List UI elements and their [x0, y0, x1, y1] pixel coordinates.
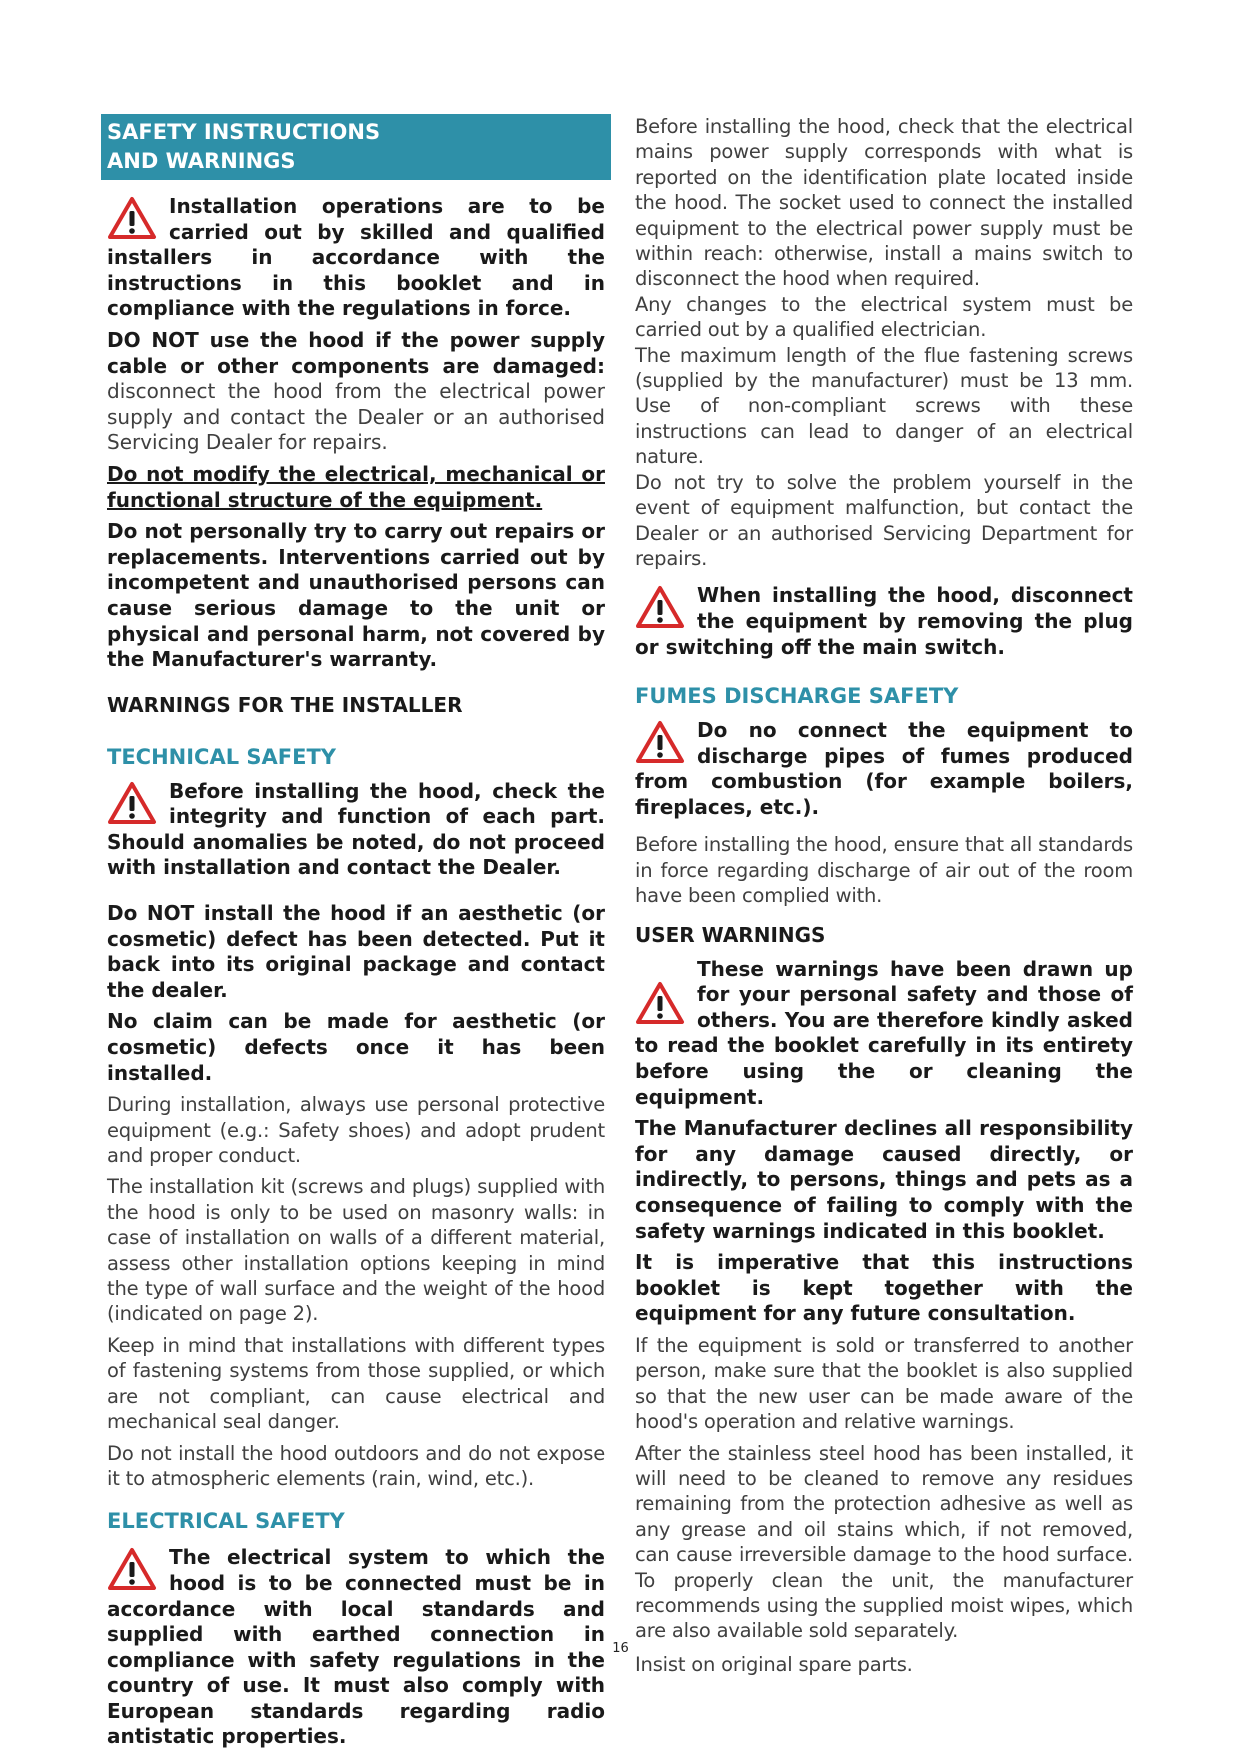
warning-triangle-icon	[107, 196, 157, 240]
no-claim-paragraph: No claim can be made for aesthetic (or cosmetic) defects once it has been installed.	[107, 1009, 605, 1085]
warning-triangle-icon	[107, 781, 157, 825]
user-warnings-heading: USER WARNINGS	[635, 922, 826, 947]
warning-user	[635, 957, 1133, 1111]
warning-installation-text: Installation operations are to be carried out by skilled and qualified installers in accordance with the instructions in this booklet and in compliance with the regulations in force.	[107, 194, 605, 321]
power-cable-bold: DO NOT use the hood if the power supply cable or other components are damaged:	[107, 327, 605, 378]
warning-triangle-icon	[107, 1547, 157, 1591]
changes-paragraph: Any changes to the electrical system must be carried out by a qualified electrician.	[635, 292, 1133, 342]
fastening-paragraph: Keep in mind that installations with different types of fastening systems from those supplied, or which are not compliant, can cause electrical and mechanical seal danger.	[107, 1333, 605, 1434]
declines-paragraph: The Manufacturer declines all responsibility for any damage caused directly, or indirectly, to persons, things and pets as a consequence of failing to comply with the safety warnings indicated in this booklet.	[635, 1116, 1133, 1243]
warning-integrity-text: Before installing the hood, check the integrity and function of each part. Should anomalies be noted, do not proceed with installation and contact the Dealer.	[107, 778, 605, 880]
warning-disconnect	[635, 583, 1133, 660]
imperative-paragraph: It is imperative that this instructions booklet is kept together with the equipment for any future consultation.	[635, 1250, 1133, 1326]
warning-installation	[107, 194, 605, 322]
electrical-safety-heading: ELECTRICAL SAFETY	[107, 1509, 345, 1534]
stainless-paragraph: After the stainless steel hood has been installed, it will need to be cleaned to remove any residues remaining from the protection adhesive as well as any grease and oil stains which, if not removed, can cause irreversible damage to the hood surface. To properly clean the unit, the manufacturer recommends using the supplied moist wipes, which are also available sold separately.	[635, 1441, 1133, 1643]
left-column	[107, 114, 605, 1750]
page-number: 16	[612, 1641, 629, 1656]
spare-parts-paragraph: Insist on original spare parts.	[635, 1652, 913, 1676]
warning-triangle-icon	[635, 720, 685, 764]
outdoors-paragraph: Do not install the hood outdoors and do not expose it to atmospheric elements (rain, wind, etc.).	[107, 1441, 605, 1490]
warning-fumes	[635, 718, 1133, 820]
warning-integrity	[107, 779, 605, 881]
transfer-paragraph: If the equipment is sold or transferred to another person, make sure that the booklet is also supplied so that the new user can be made aware of the hood's operation and relative warnings.	[635, 1334, 1133, 1434]
mains-paragraph: Before installing the hood, check that the electrical mains power supply corresponds with what is reported on the identification plate located inside the hood. The socket used to connect the installed equipment to the electrical power supply must be within reach: otherwise, install a mains switch to disconnect the hood when required.	[635, 115, 1133, 291]
warning-triangle-icon	[635, 981, 685, 1025]
ppe-paragraph: During installation, always use personal protective equipment (e.g.: Safety shoes) and adopt prudent and proper conduct.	[107, 1093, 605, 1168]
screws-paragraph: The maximum length of the flue fastening screws (supplied by the manufacturer) must be 13 mm. Use of non-compliant screws with these instructions can lead to danger of an electrical nature.	[635, 343, 1133, 469]
malfunction-paragraph: Do not try to solve the problem yourself in the event of equipment malfunction, but contact the Dealer or an authorised Servicing Department for repairs.	[635, 470, 1133, 570]
repairs-paragraph: Do not personally try to carry out repairs or replacements. Interventions carried out by incompetent and unauthorised persons can cause serious damage to the unit or physical and personal harm, not covered by the Manufacturer's warranty.	[107, 519, 605, 672]
warning-electrical-text: The electrical system to which the hood is to be connected must be in accordance with local standards and supplied with earthed connection in compliance with safety regulations in the country of use. It must also comply with European standards regarding radio antistatic properties.	[107, 1545, 605, 1749]
power-cable-normal: disconnect the hood from the electrical power supply and contact the Dealer or an authorised Servicing Dealer for repairs.	[107, 379, 605, 455]
do-not-modify-paragraph: Do not modify the electrical, mechanical or functional structure of the equipment.	[107, 461, 605, 512]
warning-disconnect-text: When installing the hood, disconnect the equipment by removing the plug or switching off the main switch.	[635, 583, 1133, 659]
installation-kit-paragraph: The installation kit (screws and plugs) supplied with the hood is only to be used on masonry walls: in case of installation on walls of a different material, assess other installation options keeping in mind the type of wall surface and the weight of the hood (indicated on page 2).	[107, 1175, 605, 1326]
right-column	[635, 114, 1133, 1677]
standards-paragraph: Before installing the hood, ensure that all standards in force regarding discharge of air out of the room have been complied with.	[635, 833, 1133, 908]
aesthetic-defect-paragraph: Do NOT install the hood if an aesthetic (or cosmetic) defect has been detected. Put it back into its original package and contact the dealer.	[107, 901, 605, 1002]
installer-heading: WARNINGS FOR THE INSTALLER	[107, 692, 463, 717]
power-cable-paragraph	[107, 328, 605, 456]
warning-triangle-icon	[635, 585, 685, 629]
warning-fumes-text: Do no connect the equipment to discharge pipes of fumes produced from combustion (for example boilers, fireplaces, etc.).	[635, 718, 1133, 819]
section-header	[101, 114, 611, 180]
fumes-heading: FUMES DISCHARGE SAFETY	[635, 684, 959, 709]
technical-safety-heading: TECHNICAL SAFETY	[107, 744, 337, 769]
warning-user-text: These warnings have been drawn up for your personal safety and those of others. You are therefore kindly asked to read the booklet carefully in its entirety before using the or cleaning the equipment.	[635, 956, 1133, 1109]
section-header-line2: AND WARNINGS	[107, 149, 296, 173]
section-header-line1: SAFETY INSTRUCTIONS	[107, 120, 381, 144]
